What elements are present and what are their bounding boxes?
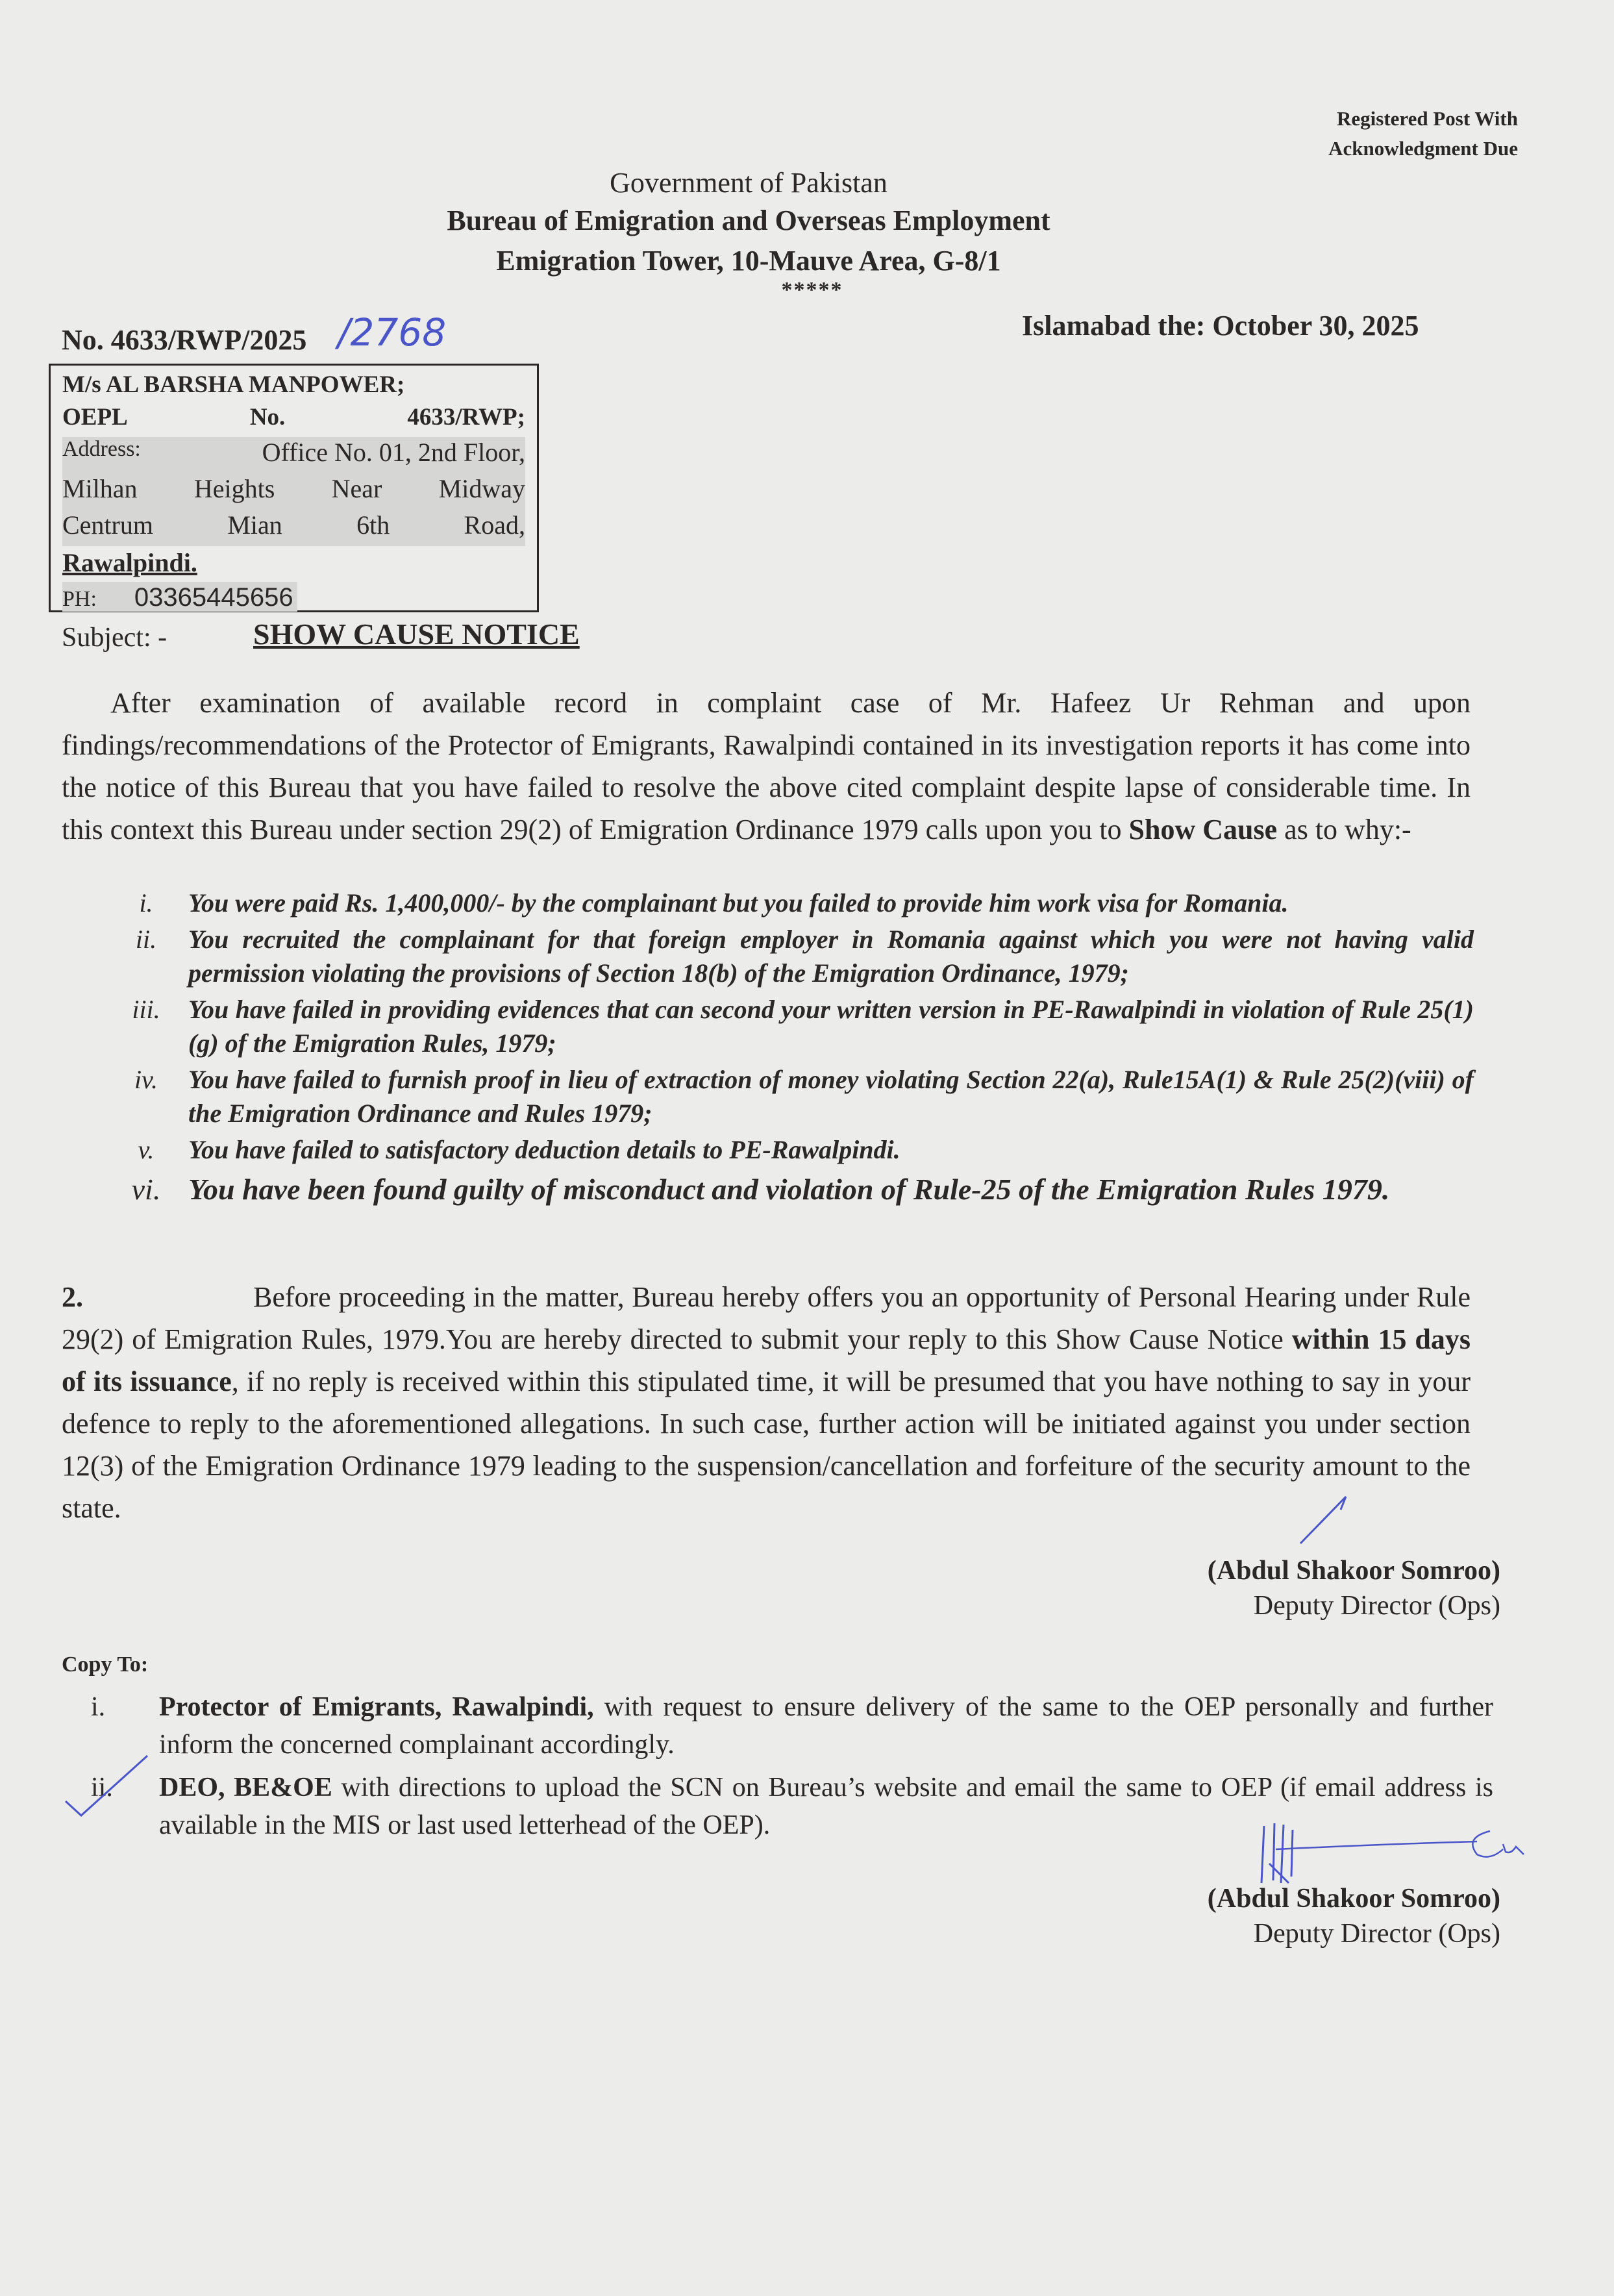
address-word: Near — [331, 474, 382, 503]
signatory-title: Deputy Director (Ops) — [1253, 1919, 1500, 1949]
subject-title: SHOW CAUSE NOTICE — [253, 618, 580, 651]
handwritten-signature-icon — [1256, 1818, 1529, 1890]
address-word: Milhan — [62, 474, 138, 503]
paragraph-2-text-b: , if no reply is received within this stipulated time, it will be presumed that you have nothing to say in your defence to reply to the aforementioned allegations. In such case, further action will be initiated against you under section 12(3) of the Emigration Ordinance 1979 leading to the suspension/cancellation and forfeiture of the security amount to the state. — [62, 1366, 1471, 1524]
charges-list — [117, 886, 1474, 1212]
charge-number: v. — [138, 1135, 155, 1164]
oepl-label: OEPL — [62, 404, 128, 430]
charge-text: You recruited the complainant for that foreign employer in Romania against which you were not having valid permission violating the provisions of Section 18(b) of the Emigration Ordinance, 1979; — [188, 925, 1474, 988]
charge-item — [117, 923, 1474, 990]
delivery-note — [1328, 104, 1518, 164]
letterhead-separator: ***** — [781, 278, 843, 302]
address-word: Road, — [464, 510, 525, 540]
address-line-2 — [62, 473, 525, 510]
address-line-1 — [62, 437, 525, 473]
charge-item — [117, 1063, 1474, 1130]
address-label: Address: — [62, 437, 141, 461]
paragraph-2-number: 2. — [62, 1281, 83, 1313]
initial-stroke-icon — [1295, 1490, 1354, 1549]
address-word: 6th — [356, 510, 390, 540]
charge-text: You were paid Rs. 1,400,000/- by the complainant but you failed to provide him work visa for Romania. — [188, 888, 1289, 917]
copy-recipient: Protector of Emigrants, Rawalpindi, — [159, 1692, 594, 1722]
charge-number: ii. — [135, 925, 157, 954]
copy-text: with request to ensure delivery of the same to the OEP personally and further inform the concerned complainant accordingly. — [159, 1692, 1493, 1760]
paragraph-2 — [62, 1276, 1471, 1529]
delivery-note-line1: Registered Post With — [1337, 107, 1518, 130]
copy-text-wrap — [159, 1688, 1493, 1764]
copy-item — [71, 1688, 1493, 1764]
copy-recipient: DEO, BE&OE — [159, 1773, 332, 1803]
letterhead-address: Emigration Tower, 10-Mauve Area, G-8/1 — [496, 245, 1001, 277]
paragraph-1-tail: as to why:- — [1277, 814, 1411, 845]
signatory-title: Deputy Director (Ops) — [1253, 1591, 1500, 1621]
address-city: Rawalpindi. — [62, 548, 197, 577]
letterhead-government: Government of Pakistan — [610, 167, 888, 199]
handwritten-dispatch-number: /2768 — [338, 310, 447, 355]
paragraph-1-text: After examination of available record in complaint case of Mr. Hafeez Ur Rehman and upon findings/recommendations of the Protector of Emigrants, Rawalpindi contained in its investigation reports it has come into the notice of this Bureau that you have failed to resolve the above cited complaint despite lapse of considerable time. In this context this Bureau under section 29(2) of Emigration Ordinance 1979 calls upon you to — [62, 687, 1471, 845]
reference-number: No. 4633/RWP/2025 — [62, 324, 307, 356]
paragraph-2-text-a: Before proceeding in the matter, Bureau hereby offers you an opportunity of Personal Hearing under Rule 29(2) of Emigration Rules, 1979.You are hereby directed to submit your reply to this Show Cause Notice — [62, 1281, 1471, 1355]
phone-number: 03365445656 — [134, 583, 293, 612]
letterhead-bureau: Bureau of Emigration and Overseas Employment — [447, 205, 1050, 236]
charge-number: i. — [139, 888, 153, 917]
addressee-name: M/s AL BARSHA MANPOWER; — [62, 371, 405, 398]
copy-number: ii. — [91, 1773, 113, 1803]
charge-item — [117, 886, 1474, 920]
addressee-box — [49, 364, 539, 612]
address-line-3 — [62, 510, 525, 546]
charge-number: iii. — [132, 995, 160, 1024]
paragraph-2-bold: within 15 days of its issuance — [62, 1323, 1471, 1397]
paragraph-1-bold: Show Cause — [1128, 814, 1278, 845]
delivery-note-line2: Acknowledgment Due — [1328, 137, 1518, 160]
address-word: Heights — [193, 474, 275, 503]
charge-item — [117, 993, 1474, 1060]
signatory-name: (Abdul Shakoor Somroo) — [1207, 1884, 1500, 1914]
address-word: Mian — [227, 510, 282, 540]
charge-number: vi. — [131, 1173, 161, 1206]
charge-item — [117, 1169, 1474, 1210]
charge-text: You have failed to furnish proof in lieu of extraction of money violating Section 22(a), Rule15A(1) & Rule 25(2)(viii) of the Emigration Ordinance and Rules 1979; — [188, 1065, 1474, 1128]
handwritten-tick-icon — [62, 1753, 153, 1825]
phone-line — [62, 582, 297, 612]
copy-to-label: Copy To: — [62, 1653, 149, 1677]
signature-block-2 — [1208, 1883, 1500, 1949]
charge-number: iv. — [134, 1065, 158, 1094]
address-word: Centrum — [62, 510, 153, 540]
paragraph-1 — [62, 682, 1471, 851]
copy-number: i. — [91, 1692, 106, 1722]
phone-label: PH: — [62, 587, 97, 611]
date-line: Islamabad the: October 30, 2025 — [1022, 310, 1419, 342]
charge-text: You have failed to satisfactory deduction details to PE-Rawalpindi. — [188, 1135, 900, 1164]
charge-text: You have been found guilty of misconduct and violation of Rule-25 of the Emigration Rules 1979. — [188, 1173, 1390, 1206]
address-word: Midway — [438, 474, 525, 503]
signature-block-1 — [1208, 1555, 1500, 1621]
charge-item — [117, 1133, 1474, 1167]
charge-text: You have failed in providing evidences that can second your written version in PE-Rawalpindi in violation of Rule 25(1)(g) of the Emigration Rules, 1979; — [188, 995, 1474, 1058]
oepl-no-label: No. — [249, 404, 286, 430]
copy-text: with directions to upload the SCN on Bureau’s website and email the same to OEP (if email address is available in the MIS or last used letterhead of the OEP). — [159, 1773, 1494, 1840]
address-line1-text: Office No. 01, 2nd Floor, — [262, 438, 525, 467]
subject-label: Subject: - — [62, 623, 168, 653]
oepl-line — [62, 403, 525, 431]
oepl-number: 4633/RWP; — [407, 404, 525, 430]
signatory-name: (Abdul Shakoor Somroo) — [1207, 1556, 1500, 1586]
